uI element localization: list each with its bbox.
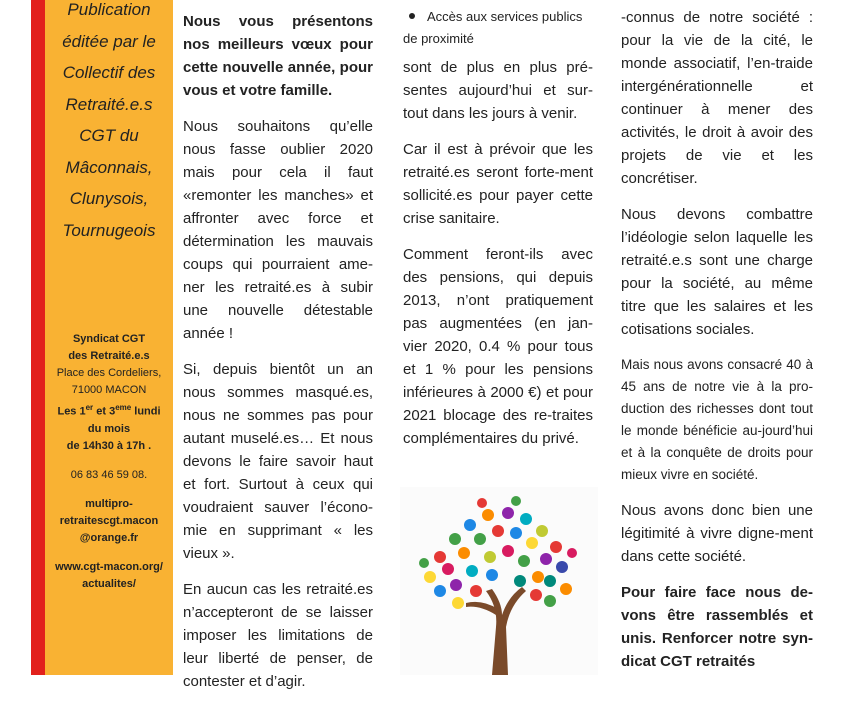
email-link[interactable]: [45, 496, 173, 547]
publication-line: CGT du: [79, 126, 139, 145]
paragraph: Si, depuis bientôt un an nous sommes masqué.es, nous ne sommes pas pour autant muselé.es… Et nous devons le faire savoir haut et fort. Surtout à ceux qui voudraient sauver l’écono-mie en supprimant « les vieux ».: [183, 361, 373, 562]
paragraph: sont de plus en plus pré-sentes aujourd’hui et sur-tout dans les jours à venir.: [403, 59, 593, 122]
website-link[interactable]: [45, 559, 173, 593]
hours-sup: er: [85, 403, 94, 412]
address-line: Place des Cordeliers,: [56, 367, 162, 379]
email-part: multipro-: [85, 497, 133, 510]
hours-sup: eme: [115, 403, 132, 412]
hours-text: et 3: [93, 405, 116, 418]
publication-line: Collectif des: [62, 63, 156, 82]
bullet-item: [403, 6, 593, 50]
publication-credit: [45, 0, 173, 246]
paragraph: Nous avons donc bien une légitimité à vivre digne-ment dans cette société.: [621, 502, 813, 565]
phone-number: 06 83 46 59 08.: [70, 468, 148, 481]
sidebar: [45, 0, 173, 675]
hours-text: Les 1: [57, 405, 86, 418]
publication-line: éditée par le: [62, 31, 156, 51]
accent-strip: [31, 0, 45, 675]
greeting-paragraph: Nous vous présentons nos meilleurs vœux pour cette nouvelle année, pour vous et votre famille.: [183, 13, 373, 99]
paragraph: Comment feront-ils avec des pensions, qui depuis 2013, n’ont pratiquement pas augmentées (en jan-vier 2020, 0.4 % pour tous et 1 % pour les pensions inférieures à 2000 €) et pour 2021 blocage des re-traites complémentaires du privé.: [403, 246, 593, 447]
email-part: @orange.fr: [79, 531, 139, 544]
call-to-action-paragraph: Pour faire face nous de-vons être rassemblés et unis. Renforcer notre syn-dicat CGT retraités: [621, 584, 813, 670]
email-part: retraitescgt.macon: [59, 514, 159, 527]
address-city: 71000 MACON: [71, 384, 147, 396]
paragraph: Mais nous avons consacré 40 à 45 ans de notre vie à la pro-duction des richesses dont tout le monde bénéficie au-jourd’hui et à la conquête de droits pour mieux vivre en société.: [621, 357, 813, 482]
syndicat-name: Syndicat CGT: [72, 333, 146, 345]
bullet-icon: [409, 13, 415, 19]
paragraph: Car il est à prévoir que les retraité.es seront forte-ment sollicité.es pour payer cette crise sanitaire.: [403, 141, 593, 227]
paragraph: En aucun cas les retraité.es n’accepteront de se laisser imposer les limitations de leur liberté de penser, de contester et d’agir.: [183, 581, 373, 690]
syndicat-name-2: des Retraité.e.s: [68, 350, 150, 362]
hours-line-3: de 14h30 à 17h .: [66, 439, 152, 452]
paragraph: -connus de notre société : pour la vie de la cité, le monde associatif, l’en-traide intergénérationnelle et continuer à mener des activités, le droit à avoir des projets de vie et les concrétiser.: [621, 9, 813, 187]
publication-line: Publication: [67, 0, 151, 19]
website-part: www.cgt-macon.org/: [55, 560, 163, 573]
website-part: actualites/: [82, 577, 136, 590]
article-column-2: [403, 6, 593, 463]
publication-line: Tournugeois: [62, 220, 156, 240]
paragraph: Nous devons combattre l’idéologie selon laquelle les retraité.e.s sont une charge pour la société, au même titre que les salaires et les cotisations sociales.: [621, 206, 813, 338]
bullet-text: Accès aux services publics de proximité: [403, 9, 583, 46]
hours-line-2: du mois: [87, 422, 131, 435]
tree-trunk: [466, 587, 526, 675]
contact-info: [45, 331, 173, 593]
publication-line: Clunysois,: [69, 189, 149, 208]
tree-of-hands-image: [400, 487, 598, 675]
hours-text: lundi: [131, 405, 161, 418]
tree-of-hands-icon: [400, 487, 598, 675]
publication-line: Retraité.e.s: [65, 94, 153, 114]
article-column-1: [183, 10, 373, 706]
paragraph: Nous souhaitons qu’elle nous fasse oublier 2020 mais pour cela il faut «remonter les manches» et affronter avec force et détermination les mauvais coups qui pourraient ame-ner les retraité.es à subir une nouvelle détestable année !: [183, 118, 373, 342]
article-column-3: [621, 6, 813, 686]
hand-leaves: [419, 496, 577, 609]
hours-line: [45, 399, 173, 421]
publication-line: Mâconnais,: [65, 157, 153, 177]
